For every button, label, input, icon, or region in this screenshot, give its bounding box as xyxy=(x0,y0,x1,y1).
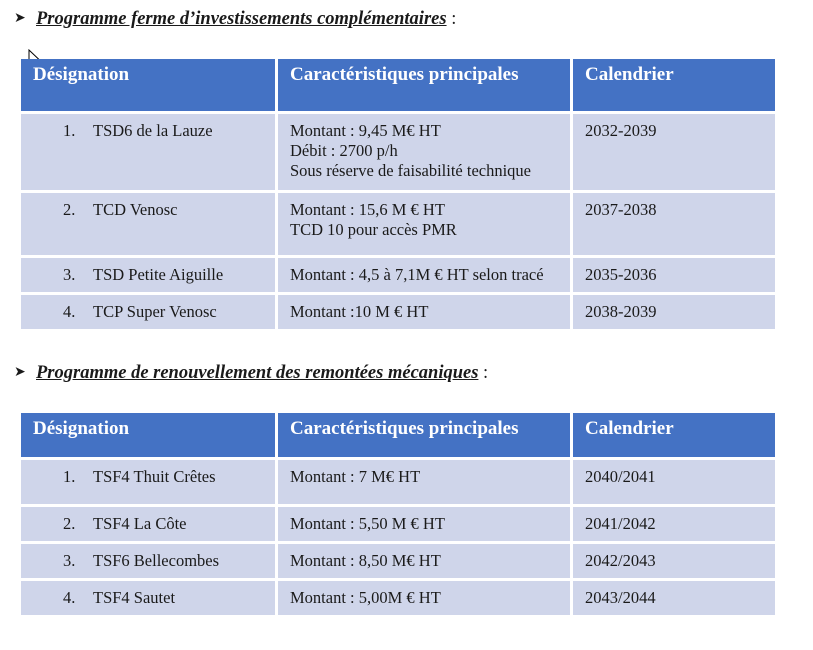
calendrier-cell: 2032-2039 xyxy=(573,114,775,190)
calendrier-cell: 2035-2036 xyxy=(573,258,775,292)
table-row xyxy=(21,295,775,329)
caracteristiques-cell: Montant :10 M € HT xyxy=(278,295,570,329)
table-header-row xyxy=(21,413,775,457)
table-row xyxy=(21,581,775,615)
caracteristiques-cell: Montant : 15,6 M € HT TCD 10 pour accès PMR xyxy=(278,193,570,255)
calendrier-cell: 2038-2039 xyxy=(573,295,775,329)
table-row xyxy=(21,460,775,504)
caracteristiques-cell: Montant : 8,50 M€ HT xyxy=(278,544,570,578)
caracteristiques-cell: Montant : 4,5 à 7,1M € HT selon tracé xyxy=(278,258,570,292)
header-calendrier: Calendrier xyxy=(573,413,775,457)
header-caracteristiques: Caractéristiques principales xyxy=(278,413,570,457)
calendrier-cell: 2040/2041 xyxy=(573,460,775,504)
section-colon: : xyxy=(478,363,489,383)
designation-cell: 1. TSD6 de la Lauze xyxy=(21,114,275,190)
calendrier-cell: 2041/2042 xyxy=(573,507,775,541)
table-row xyxy=(21,507,775,541)
designation-cell: 4. TCP Super Venosc xyxy=(21,295,275,329)
section-title: Programme ferme d’investissements complémentaires xyxy=(36,9,447,29)
designation-cell: 2. TCD Venosc xyxy=(21,193,275,255)
section-title: Programme de renouvellement des remontées mécaniques xyxy=(36,363,479,383)
caracteristiques-cell: Montant : 9,45 M€ HT Débit : 2700 p/h Sous réserve de faisabilité technique xyxy=(278,114,570,190)
table-row xyxy=(21,193,775,255)
calendrier-cell: 2042/2043 xyxy=(573,544,775,578)
designation-cell: 1. TSF4 Thuit Crêtes xyxy=(21,460,275,504)
designation-cell: 2. TSF4 La Côte xyxy=(21,507,275,541)
section-heading-renouvellement xyxy=(14,363,488,384)
section-heading-investissements xyxy=(14,9,456,30)
table-row xyxy=(21,114,775,190)
calendrier-cell: 2037-2038 xyxy=(573,193,775,255)
section-colon: : xyxy=(446,9,457,29)
caracteristiques-cell: Montant : 7 M€ HT xyxy=(278,460,570,504)
renewal-table xyxy=(18,410,778,618)
designation-cell: 3. TSD Petite Aiguille xyxy=(21,258,275,292)
designation-cell: 4. TSF4 Sautet xyxy=(21,581,275,615)
arrow-bullet-icon: ➤ xyxy=(14,364,26,380)
table-row xyxy=(21,258,775,292)
header-calendrier: Calendrier xyxy=(573,59,775,111)
investment-table xyxy=(18,56,778,332)
arrow-bullet-icon: ➤ xyxy=(14,10,26,26)
header-designation: Désignation xyxy=(21,413,275,457)
designation-cell: 3. TSF6 Bellecombes xyxy=(21,544,275,578)
header-caracteristiques: Caractéristiques principales xyxy=(278,59,570,111)
calendrier-cell: 2043/2044 xyxy=(573,581,775,615)
table-header-row xyxy=(21,59,775,111)
table-row xyxy=(21,544,775,578)
caracteristiques-cell: Montant : 5,50 M € HT xyxy=(278,507,570,541)
header-designation: Désignation xyxy=(21,59,275,111)
caracteristiques-cell: Montant : 5,00M € HT xyxy=(278,581,570,615)
